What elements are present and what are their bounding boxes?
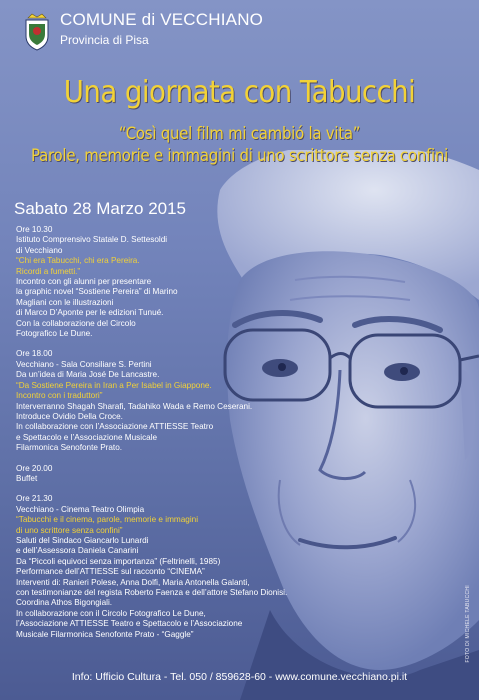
program-line: Coordina Athos Bigongiali. xyxy=(16,598,113,608)
program-line: Incontro con gli alunni per presentare xyxy=(16,277,152,287)
program-line: Performance dell’ATTIESSE sul racconto “CINEMA” xyxy=(16,567,205,577)
program-line: di Vecchiano xyxy=(16,245,63,255)
program-line: Da “Piccoli equivoci senza importanza” (Feltrinelli, 1985) xyxy=(16,556,221,566)
program-line: Vecchiano - Cinema Teatro Olimpia xyxy=(16,504,145,514)
program-line: Ore 21.30 xyxy=(16,494,53,504)
poster-title: Una giornata con Tabucchi xyxy=(63,75,416,110)
program-highlight-line: Ricordi a fumetti.” xyxy=(16,266,81,276)
program-highlight-line: di uno scrittore senza confini” xyxy=(16,525,123,535)
program-highlight-line: “Chi era Tabucchi, chi era Pereira. xyxy=(16,256,140,266)
program-line: Ore 18.00 xyxy=(16,349,53,359)
program-line: Interventi di: Ranieri Polese, Anna Dolfi, Maria Antonella Galanti, xyxy=(16,577,250,587)
program-highlight-line: “Da Sostiene Pereira in Iran a Per Isabel in Giappone. xyxy=(16,380,212,390)
event-program xyxy=(16,225,346,640)
program-line: In collaborazione con l’Associazione ATTIESSE Teatro xyxy=(16,422,214,432)
program-spacer xyxy=(16,484,346,494)
program-line: Ore 20.00 xyxy=(16,463,53,473)
municipal-crest-icon xyxy=(22,12,52,52)
provincia-label: Provincia di Pisa xyxy=(60,33,149,47)
program-line: Magliani con le illustrazioni xyxy=(16,297,114,307)
subtitle-tagline: Parole, memorie e immagini di uno scrittore senza confini xyxy=(30,146,449,166)
program-line: e Spettacolo e l’Associazione Musicale xyxy=(16,432,158,442)
program-line: Interverranno Shagah Sharafi, Tadahiko Wada e Remo Ceserani. xyxy=(16,401,253,411)
program-highlight-line: “Tabucchi e il cinema, parole, memorie e immagini xyxy=(16,515,199,525)
program-line: di Marco D’Aponte per le edizioni Tunué. xyxy=(16,308,164,318)
program-line: Musicale Filarmonica Senofonte Prato - “Gaggle” xyxy=(16,629,194,639)
program-line: In collaborazione con il Circolo Fotografico Le Dune, xyxy=(16,608,206,618)
program-line: Filarmonica Senofonte Prato. xyxy=(16,443,123,453)
photo-credit: FOTO DI MICHELE TABUCCHI xyxy=(465,585,471,663)
contact-footer: Info: Ufficio Cultura - Tel. 050 / 859628-60 - www.comune.vecchiano.pi.it xyxy=(71,671,408,683)
program-line: Ore 10.30 xyxy=(16,225,53,234)
program-line: Istituto Comprensivo Statale D. Settesoldi xyxy=(16,235,168,245)
program-line: Vecchiano - Sala Consiliare S. Pertini xyxy=(16,359,152,369)
program-line: Fotografico Le Dune. xyxy=(16,329,93,339)
program-line: la graphic novel “Sostiene Pereira” di Marino xyxy=(16,287,178,297)
program-line: Introduce Ovidio Della Croce. xyxy=(16,411,123,421)
event-date: Sabato 28 Marzo 2015 xyxy=(14,199,187,218)
program-spacer xyxy=(16,454,346,464)
program-line: con testimonianze del regista Roberto Faenza e dell’attore Stefano Dionisi. xyxy=(16,588,288,597)
program-spacer xyxy=(16,339,346,349)
subtitle-quote: “Così quel film mi cambió la vita” xyxy=(118,124,361,144)
program-line: Con la collaborazione del Circolo xyxy=(16,318,136,328)
program-line: l’Associazione ATTIESSE Teatro e Spettacolo e l’Associazione xyxy=(16,619,243,629)
program-line: Saluti del Sindaco Giancarlo Lunardi xyxy=(16,535,149,545)
program-line: Da un’idea di Maria José De Lancastre. xyxy=(16,370,160,380)
program-line: e dell’Assessora Daniela Canarini xyxy=(16,546,139,556)
program-line: Buffet xyxy=(16,473,38,483)
comune-name: COMUNE di VECCHIANO xyxy=(60,10,264,29)
program-highlight-line: Incontro con i traduttori” xyxy=(16,391,103,401)
